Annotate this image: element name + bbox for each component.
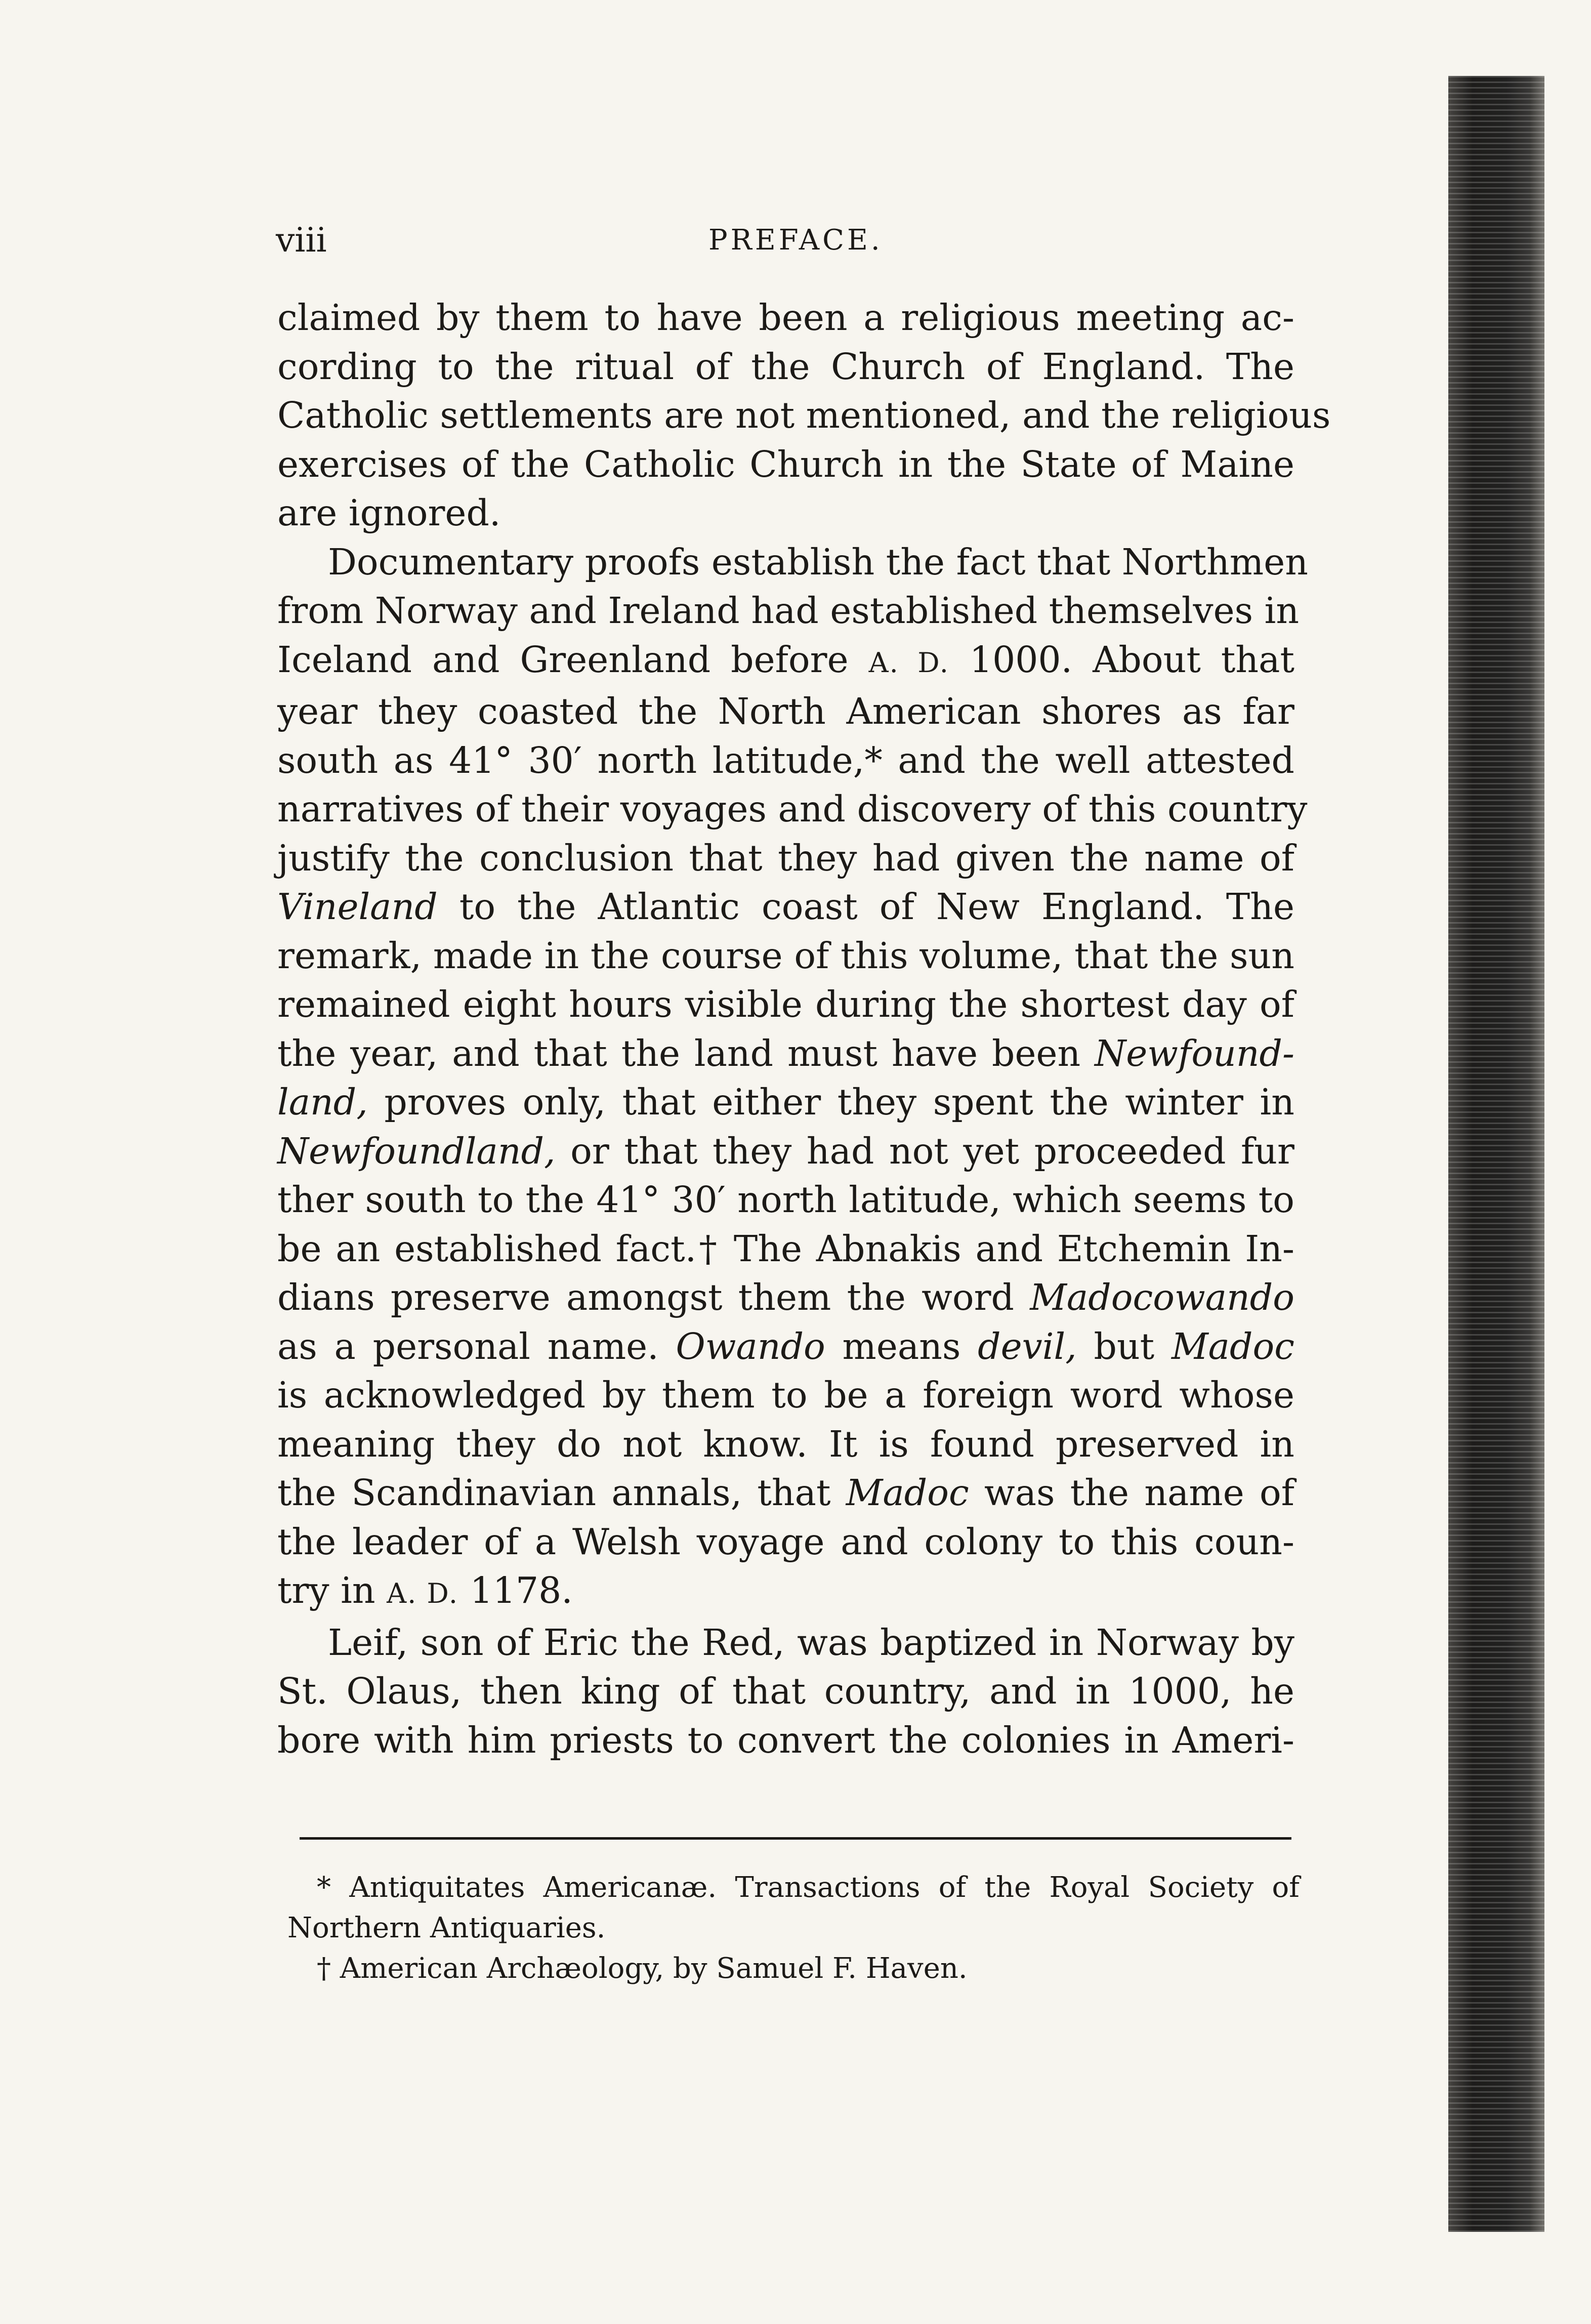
- text-line: Vineland to the Atlantic coast of New England. The: [277, 886, 1294, 928]
- running-head: PREFACE.: [708, 224, 883, 257]
- footnote-rule: [300, 1837, 1291, 1840]
- text-line: be an established fact.† The Abnakis and Etchemin In-: [277, 1227, 1294, 1270]
- footnote-1-continued: Northern Antiquaries.: [287, 1912, 606, 1944]
- paragraph-2: [277, 538, 1308, 1618]
- italic-term: devil,: [978, 1325, 1077, 1367]
- text-line: year they coasted the North American shores as far: [277, 690, 1294, 732]
- footnote-2: † American Archæology, by Samuel F. Haven.: [317, 1952, 968, 1985]
- italic-term: Madocowando: [1030, 1276, 1294, 1318]
- text-line: remained eight hours visible during the shortest day of: [277, 983, 1294, 1025]
- text-line: exercises of the Catholic Church in the State of Maine: [277, 443, 1294, 485]
- text-line: claimed by them to have been a religious meeting ac-: [277, 297, 1294, 339]
- paragraph-3: [277, 1618, 1294, 1765]
- text-line: Leif, son of Eric the Red, was baptized in Norway by: [328, 1621, 1294, 1664]
- text-line: the year, and that the land must have been Newfound-: [277, 1032, 1294, 1074]
- text-line: the leader of a Welsh voyage and colony to this coun-: [277, 1520, 1294, 1563]
- text-line: Documentary proofs establish the fact that Northmen: [328, 541, 1308, 583]
- anno-domini: A. D.: [868, 646, 949, 679]
- text-line: as a personal name. Owando means devil, but Madoc: [277, 1325, 1294, 1367]
- italic-term: land,: [277, 1081, 368, 1123]
- page-number: viii: [276, 221, 327, 260]
- text-line: Newfoundland, or that they had not yet proceeded fur: [277, 1130, 1294, 1172]
- text-line: ther south to the 41° 30′ north latitude, which seems to: [277, 1179, 1294, 1221]
- text-line: dians preserve amongst them the word Madocowando: [277, 1276, 1294, 1318]
- text-line: St. Olaus, then king of that country, and in 1000, he: [277, 1670, 1294, 1712]
- text-line: Iceland and Greenland before A. D. 1000. About that: [277, 638, 1294, 681]
- page-header: [0, 215, 1591, 266]
- text-line: is acknowledged by them to be a foreign word whose: [277, 1374, 1294, 1416]
- text-line: from Norway and Ireland had established themselves in: [277, 590, 1300, 632]
- text-line: justify the conclusion that they had given the name of: [277, 837, 1294, 879]
- paragraph-1: [277, 294, 1331, 538]
- text-line: narratives of their voyages and discovery of this country: [277, 788, 1308, 830]
- anno-domini: A. D.: [387, 1578, 459, 1609]
- text-line: are ignored.: [277, 492, 501, 534]
- binding-edge: [1448, 76, 1544, 2232]
- text-line: bore with him priests to convert the colonies in Ameri-: [277, 1719, 1294, 1761]
- text-line: the Scandinavian annals, that Madoc was the name of: [277, 1472, 1294, 1514]
- italic-term: Vineland: [277, 886, 438, 928]
- body-text: [277, 294, 1331, 1765]
- text-line: land, proves only, that either they spent the winter in: [277, 1081, 1294, 1123]
- footnotes: [287, 1868, 1300, 1989]
- text-line: meaning they do not know. It is found preserved in: [277, 1423, 1294, 1465]
- italic-term: Madoc: [846, 1472, 969, 1514]
- text-line: Catholic settlements are not mentioned, and the religious: [277, 394, 1331, 436]
- text-line: try in A. D. 1178.: [277, 1569, 573, 1611]
- italic-term: Owando: [676, 1325, 825, 1367]
- italic-term: Newfoundland,: [277, 1130, 556, 1172]
- italic-term: Newfound-: [1095, 1032, 1294, 1074]
- text-line: cording to the ritual of the Church of England. The: [277, 345, 1294, 388]
- text-line: remark, made in the course of this volume, that the sun: [277, 934, 1294, 977]
- text-line: south as 41° 30′ north latitude,* and the well attested: [277, 739, 1294, 781]
- footnote-1: * Antiquitates Americanæ. Transactions of the Royal Society of: [317, 1871, 1300, 1904]
- italic-term: Madoc: [1171, 1325, 1294, 1367]
